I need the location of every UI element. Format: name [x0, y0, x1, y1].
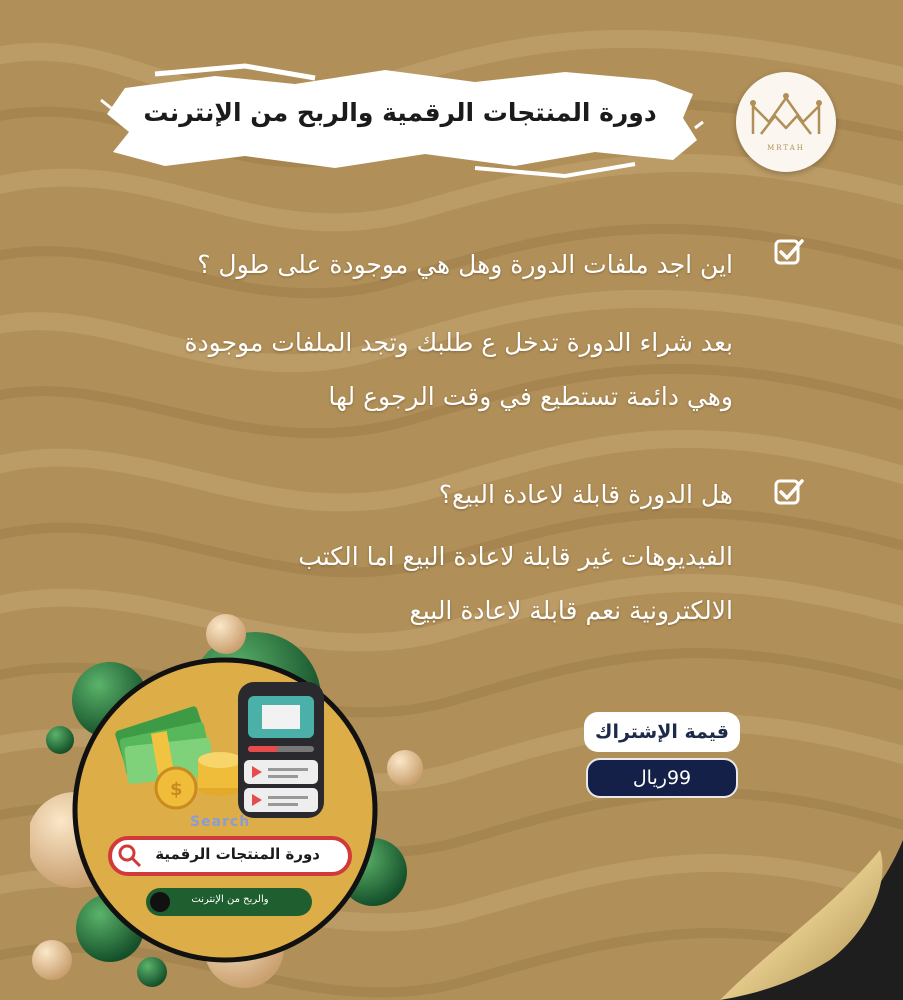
subscription-price-box	[584, 712, 740, 798]
cream-sphere	[387, 750, 423, 786]
promo-search-word: Search	[190, 814, 251, 830]
promo-subtitle: والربح من الإنترنت	[191, 894, 269, 905]
answer-2-line-1: الفيديوهات غير قابلة لاعادة البيع اما الكتب	[298, 542, 733, 571]
answer-1-line-2: وهي دائمة تستطيع في وقت الرجوع لها	[328, 382, 733, 411]
crown-icon	[749, 92, 823, 140]
page-curl-corner	[680, 820, 903, 1000]
svg-text:$: $	[170, 779, 183, 800]
price-value: 99ريال	[586, 758, 738, 798]
answer-1-line-1: بعد شراء الدورة تدخل ع طلبك وتجد الملفات موجودة	[184, 328, 733, 357]
price-label: قيمة الإشتراك	[584, 712, 740, 752]
checkbox-checked-icon	[773, 476, 805, 508]
page-title: دورة المنتجات الرقمية والربح من الإنترنت	[143, 98, 657, 127]
green-sphere	[137, 957, 167, 987]
course-promo-graphic	[30, 610, 430, 1000]
cream-sphere	[32, 940, 72, 980]
green-sphere	[46, 726, 74, 754]
brand-name: MRTAH	[767, 144, 805, 152]
answer-2-line-2: الالكترونية نعم قابلة لاعادة البيع	[409, 596, 733, 625]
checkbox-checked-icon	[773, 236, 805, 268]
cream-sphere	[206, 614, 246, 654]
promo-title: دورة المنتجات الرقمية	[155, 845, 320, 863]
phone-video-icon	[238, 682, 324, 818]
brand-logo	[736, 72, 836, 172]
question-1: اين اجد ملفات الدورة وهل هي موجودة على طول ؟	[197, 250, 733, 279]
question-2: هل الدورة قابلة لاعادة البيع؟	[438, 480, 733, 509]
